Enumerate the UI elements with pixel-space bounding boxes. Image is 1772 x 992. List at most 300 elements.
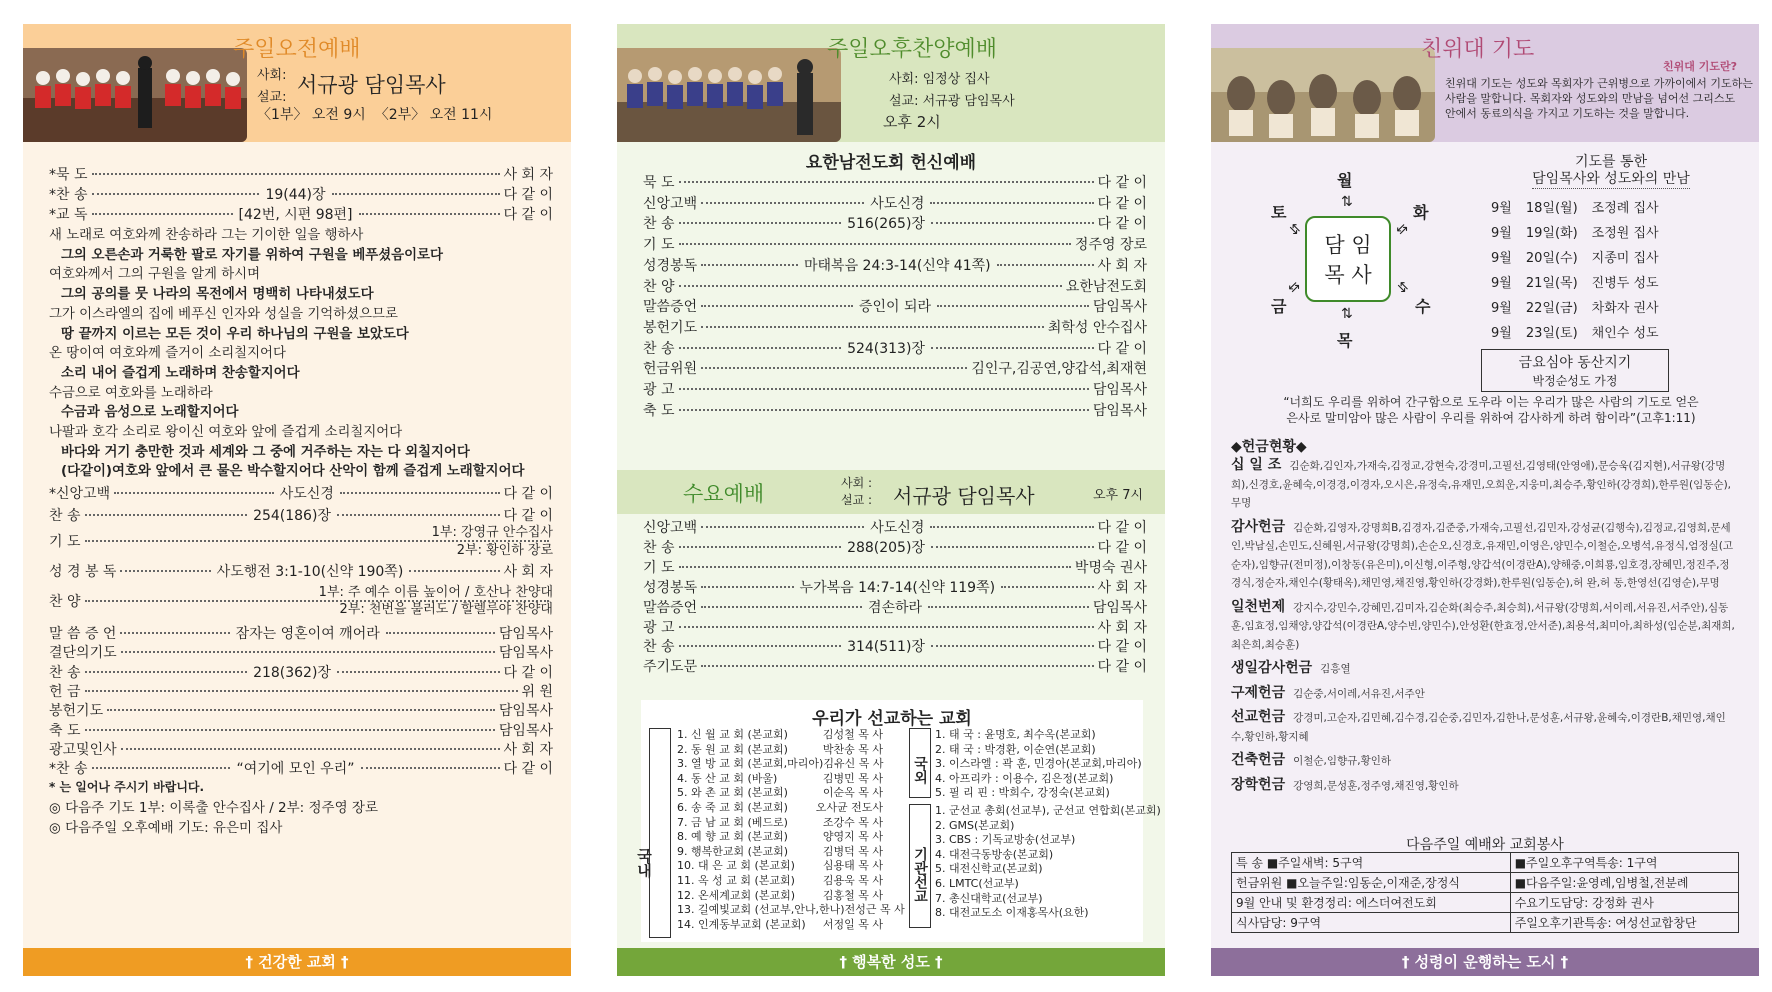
order-row: [49, 164, 553, 184]
mission-church: 11. 옥 성 교 회 (본교회): [677, 873, 795, 887]
schedule-row: [1485, 220, 1665, 243]
dot-leader: [679, 181, 1094, 183]
row-label: *묵 도: [49, 167, 88, 183]
day-bottom: 목: [1337, 331, 1353, 350]
dot-leader: [120, 632, 229, 634]
row-detail: 314(511)장: [847, 639, 925, 656]
schedule-cell: 9월: [1491, 276, 1512, 291]
text-line: 1부: 강영규 안수집사: [431, 525, 553, 541]
presider-label: 사회 :: [841, 476, 873, 490]
center-box: [1305, 216, 1391, 302]
row-label: 신앙고백: [643, 195, 698, 212]
dot-leader: [121, 651, 495, 653]
order-row: [643, 234, 1147, 254]
text-line: 나팔과 호각 소리로 왕이신 여호와 앞에 즐겁게 소리칠지어다: [49, 425, 403, 440]
schedule-title-line: 기도를 통한: [1574, 154, 1648, 170]
row-label: 봉헌기도: [49, 703, 104, 720]
mission-item: 2. GMS(본교회): [935, 818, 1015, 832]
mission-church: 1. 신 월 교 회 (본교회): [677, 728, 788, 741]
schedule-cell: 채인수 성도: [1591, 326, 1659, 341]
row-label: 찬 양: [643, 278, 675, 295]
order-row: [643, 296, 1147, 316]
row-leader: 다 같 이: [1097, 659, 1147, 676]
mission-title: 우리가 선교하는 교회: [812, 709, 972, 729]
pastor-name: 서규광 담임목사: [297, 73, 446, 97]
offering-list: [1231, 456, 1739, 800]
dot-leader: [92, 173, 500, 175]
duty-cell: 식사담당: 9구역: [1232, 913, 1511, 933]
service-time: 오후 2시: [883, 113, 941, 131]
foreign-label: 국외: [909, 728, 931, 798]
mission-item: [677, 786, 883, 801]
text-line: 그의 공의를 뭇 나라의 목전에서 명백히 나타내셨도다: [61, 287, 374, 303]
row-label: 성경봉독: [643, 579, 698, 596]
duty-row: [1232, 913, 1739, 933]
mission-church: 12. 온세계교회 (본교회): [677, 888, 796, 902]
offering-names: 김흥열: [1320, 663, 1351, 675]
order-row: [49, 204, 553, 224]
presider: 사회: 임정상 집사: [889, 72, 990, 87]
order-row: [49, 758, 553, 778]
day-bottom-right: 수: [1415, 297, 1431, 316]
wednesday-time: 오후 7시: [1093, 488, 1144, 503]
mission-pastor: 김용욱 목 사: [822, 873, 883, 887]
order-row: [49, 642, 553, 662]
row-detail: 사도신경: [870, 520, 925, 536]
dot-leader: [679, 388, 1089, 390]
offering-type: 일천번제: [1231, 598, 1286, 615]
mission-item: [677, 728, 883, 743]
domestic-list: [677, 728, 905, 932]
dot-leader: [679, 243, 1071, 245]
row-label: 헌 금: [49, 684, 81, 700]
verse-line: “너희도 우리를 위하여 간구함으로 도우라 이는 우리가 많은 사람의 기도로 얻은: [1283, 395, 1699, 409]
schedule-title-line: 담임목사와 성도와의 만남: [1532, 171, 1690, 187]
center-text: 목 사: [1324, 263, 1372, 287]
wednesday-title: 수요예배: [683, 482, 765, 506]
row-label: 헌금위원: [643, 361, 698, 378]
row-label: 찬 송: [49, 664, 81, 681]
offering-names: 강지수,강민수,강혜민,김미자,김순화(최승주,최승희),서규왕(강명희,서이레,서유진,서주안),심동훈,임효정,임채양,양갑석(이경란A,양수빈,양민수),안성환(한효정,안서준),최용석,최미아,최하성(임순분,최재희,최은희,최승훈): [1231, 601, 1735, 651]
order-row: [643, 338, 1147, 358]
order-row: [49, 681, 553, 701]
mission-item: [677, 918, 883, 933]
description: [1445, 76, 1753, 121]
choir-photo: [617, 48, 841, 142]
text-line: (다같이)여호와 앞에서 큰 물은 박수할지어다 산악이 함께 즐겁게 노래할지어다: [61, 464, 525, 480]
panel-footer: † 행복한 성도 †: [617, 948, 1165, 976]
mission-item: 7. 총신대학교(선교부): [935, 891, 1043, 905]
dot-leader: [701, 202, 864, 204]
dot-leader: [361, 767, 500, 769]
panel-footer: † 성령이 운행하는 도시 †: [1211, 948, 1759, 976]
mission-church: 5. 와 촌 교 회 (본교회): [677, 786, 788, 800]
offering-type: 생일감사헌금: [1231, 660, 1313, 676]
row-leader: 담임목사: [498, 626, 554, 643]
preacher-label: 설교:: [257, 90, 287, 105]
offering-type: 장학헌금: [1231, 776, 1286, 793]
order-row: [643, 617, 1147, 637]
row-label: 결단의기도: [49, 645, 117, 662]
offering-names: 김순화,김영자,강명희B,김경자,김준중,가재숙,고필선,김민자,강성균(김행숙),김정교,김영희,문세인,박남실,손민도,신혜원,서규왕(강명희),손순오,신경호,유재민,이영은,양민수,이철순,오병석,유정식,엄정실(고순자),임향규(전미정),이창동(유은미),이신형,이주형,양갑석(이경란A),양해중,이희룡,임호경,장혜민,정진주,정경식,정순자,채인수(황태옥),채민영,채진영,황인하(강경화),한루원(임동순),허 완,허 동,한영선(김영순),무명: [1231, 521, 1733, 589]
presider-label: 사회:: [257, 68, 287, 83]
row-detail: 증인이 되라: [858, 299, 932, 316]
row-detail: 사도신경: [870, 195, 925, 212]
row-detail: 마태복음 24:3-14(신약 41쪽): [804, 257, 991, 274]
day-top: 월: [1337, 171, 1353, 190]
page-title: 주일오후찬양예배: [827, 37, 998, 62]
schedule-cell: 19일(화): [1525, 226, 1578, 241]
row-label: 주기도문: [643, 659, 698, 676]
schedule-cell: 조정례 집사: [1591, 201, 1659, 216]
row-leader: 다 같 이: [1097, 539, 1148, 556]
mission-church: 3. 열 방 교 회 (본교회,마리아): [677, 757, 824, 771]
mission-item: 8. 대전교도소 이재홍목사(요한): [935, 906, 1089, 920]
next-week-title: 다음주일 예배와 교회봉사: [1406, 837, 1564, 853]
dot-leader: [85, 729, 495, 731]
day-bottom-left: 금: [1271, 297, 1287, 316]
row-label: 신앙고백: [643, 520, 698, 536]
mission-item: 6. LMTC(선교부): [935, 876, 1019, 890]
mission-church: 13. 길예빛교회 (선교부,안나,한나): [677, 903, 845, 917]
order-row: [49, 184, 553, 204]
friday-box-host: 박정순성도 가정: [1532, 374, 1618, 388]
row-label: *찬 송: [49, 187, 88, 203]
order-row: [49, 739, 553, 759]
row-label: 봉헌기도: [643, 319, 698, 336]
row-leader: 사 회 자: [1097, 579, 1147, 596]
mission-church: 2. 동 원 교 회 (본교회): [677, 742, 788, 756]
schedule-cell: 지종미 집사: [1591, 251, 1659, 266]
dot-leader: [679, 546, 842, 548]
mission-pastor: 서정일 목 사: [822, 917, 883, 931]
dot-leader: [340, 492, 500, 494]
schedule-row: [1485, 195, 1665, 218]
row-leader: 다 같 이: [503, 664, 554, 681]
panel-footer: † 건강한 교회 †: [23, 948, 571, 976]
text-line: 그의 오른손과 거룩한 팔로 자기를 위하여 구원을 베푸셨음이로다: [61, 247, 443, 263]
panel-header: [1211, 24, 1759, 142]
mission-item: [677, 874, 883, 889]
afternoon-service-panel: [617, 24, 1165, 976]
offering-type: 십 일 조: [1231, 457, 1282, 473]
offering-entry: [1231, 776, 1739, 795]
row-label: 찬 양: [49, 594, 81, 611]
duty-row: [1232, 853, 1739, 873]
offering-type: 건축헌금: [1231, 752, 1286, 768]
row-label: 기 도: [49, 534, 81, 551]
row-leader: 위 원: [521, 684, 553, 700]
dot-leader: [337, 514, 500, 516]
dot-leader: [701, 326, 1044, 328]
offering-title: ◆헌금현황◆: [1231, 439, 1307, 455]
arrow-icon: ⇆: [1393, 220, 1412, 239]
row-leader: 담임목사: [1092, 382, 1147, 398]
text-line: ◎ 다음주 기도 1부: 이록출 안수집사 / 2부: 정주영 장로: [49, 799, 379, 816]
row-leader: 다 같 이: [1097, 520, 1148, 536]
row-detail: “여기에 모인 우리”: [236, 761, 355, 778]
dot-leader: [679, 285, 1062, 287]
row-leader: 정주영 장로: [1074, 237, 1147, 254]
text-line: 여호와께서 그의 구원을 알게 하시며: [49, 267, 261, 283]
mission-pastor: 김유신 목 사: [823, 757, 884, 771]
mission-church: 6. 송 죽 교 회 (본교회): [677, 800, 788, 814]
offering-type: 구제헌금: [1231, 684, 1286, 701]
mission-item: [677, 859, 883, 874]
row-leader: 담임목사: [1092, 299, 1148, 316]
offering-entry: [1231, 598, 1739, 654]
dot-leader: [679, 626, 1094, 628]
dot-leader: [359, 213, 500, 215]
text-line: * 는 일어나 주시기 바랍니다.: [49, 779, 205, 794]
mission-item: 4. 아프리카 : 이용수, 김은정(본교회): [935, 771, 1114, 785]
arrow-icon: ⇅: [1341, 194, 1353, 210]
schedule-cell: 22일(금): [1525, 301, 1578, 316]
schedule-row: [1485, 270, 1665, 293]
sub-title: 요한남전도회 헌신예배: [805, 153, 977, 173]
row-leader: 김인구,김공연,양갑석,최재현: [971, 361, 1147, 378]
text-line: 바다와 거기 충만한 것과 세계와 그 중에 거주하는 자는 다 외칠지어다: [61, 444, 470, 460]
row-label: 성 경 봉 독: [49, 564, 117, 581]
order-row: [643, 317, 1147, 337]
order-row: [643, 636, 1147, 656]
row-label: 말 씀 증 언: [49, 626, 117, 643]
duty-row: [1232, 873, 1739, 893]
row-leader: 사 회 자: [1097, 619, 1147, 636]
dot-leader: [930, 526, 1093, 528]
mission-church: 8. 예 향 교 회 (본교회): [677, 830, 788, 844]
description-line: 사람을 말합니다. 목회자와 성도와의 만남을 넘어선 그리스도: [1445, 92, 1736, 105]
description-line: 친위대 기도는 성도와 목회자가 근위병으로 가까이에서 기도하는: [1445, 77, 1753, 90]
dot-leader: [120, 570, 210, 572]
text-line: 그가 이스라엘의 집에 베푸신 인자와 성실을 기억하셨으므로: [49, 306, 398, 322]
friday-box-title: 금요심야 동산지기: [1518, 355, 1632, 371]
dot-leader: [332, 193, 500, 195]
text-line: 땅 끝까지 이르는 모든 것이 우리 하나님의 구원을 보았도다: [61, 326, 409, 342]
dot-leader: [931, 645, 1094, 647]
preacher-label: 설교 :: [841, 493, 873, 507]
dot-leader: [679, 222, 842, 224]
offering-type: 감사헌금: [1231, 518, 1286, 535]
order-row: [643, 379, 1147, 399]
text-line: 2부: 황인하 장로: [456, 543, 553, 559]
text-line: 1부: 주 예수 이름 높이어 / 호산나 찬양대: [318, 585, 553, 601]
schedule-cell: 9월: [1491, 201, 1512, 216]
schedule-row: [1485, 295, 1665, 318]
row-detail: 516(265)장: [847, 216, 925, 233]
row-label: 기 도: [643, 237, 675, 254]
text-line: 새 노래로 여호와께 찬송하라 그는 기이한 일을 행하사: [49, 228, 364, 243]
text-line: 소리 내어 즐겁게 노래하며 찬송할지어다: [61, 365, 300, 381]
order-row: [49, 662, 553, 682]
choir-photo: [23, 48, 247, 142]
order-row: [643, 255, 1147, 275]
schedule-cell: 조정원 집사: [1591, 226, 1659, 241]
mission-pastor: 조강수 목 사: [822, 815, 883, 829]
mission-item: 3. 이스라엘 : 곽 훈, 민경아(본교회,마리아): [935, 757, 1142, 771]
order-row: [643, 400, 1147, 420]
row-detail: 겸손하라: [867, 599, 923, 616]
order-row: [643, 557, 1147, 577]
offering-entry: [1231, 684, 1739, 703]
mission-church: 4. 동 산 교 회 (바울): [677, 771, 778, 785]
verse-line: 은사로 말미암아 많은 사람이 우리를 위하여 감사하게 하려 함이라”(고후1:11): [1286, 411, 1696, 425]
offering-names: 김순화,김인자,가재숙,김정교,강현숙,강경미,고필선,김영태(안영애),문승욱(김지현),서규왕(강명희),신경호,윤혜숙,이경경,이경자,오시은,유정숙,유재민,오희운,지웅미,최승주,황인하(강경희),한루원(임동순),무명: [1231, 460, 1732, 509]
mission-pastor: 오사균 전도사: [815, 800, 883, 814]
duty-cell: ■주일오후구역특송: 1구역: [1510, 853, 1738, 873]
friday-box: [1481, 349, 1669, 392]
row-label: *찬 송: [49, 761, 88, 778]
prayer-photo: [1211, 48, 1435, 142]
offering-names: 이철순,임향규,황인하: [1293, 755, 1392, 767]
org-list: [935, 804, 1161, 921]
order-row: [643, 172, 1147, 192]
mission-pastor: 심용태 목 사: [822, 859, 883, 873]
meeting-schedule: [1481, 154, 1741, 392]
dot-leader: [931, 546, 1094, 548]
service-duties-table: [1231, 852, 1739, 933]
dot-leader: [409, 570, 499, 572]
row-leader: 박명숙 권사: [1074, 559, 1147, 576]
row-leader: 요한남전도회: [1065, 278, 1147, 295]
offering-type: 선교헌금: [1231, 709, 1286, 725]
dot-leader: [937, 305, 1089, 307]
duty-row: [1232, 893, 1739, 913]
row-label: 묵 도: [643, 175, 675, 191]
row-detail: 사도행전 3:1-10(신약 190쪽): [216, 564, 404, 581]
mission-item: [677, 903, 905, 918]
morning-service-panel: [23, 24, 571, 976]
mission-pastor: 전성근 목 사: [844, 903, 905, 917]
row-leader: 담임목사: [498, 645, 553, 662]
schedule-cell: 9월: [1491, 251, 1512, 266]
offering-entry: [1231, 456, 1739, 512]
mission-church: 14. 인계동부교회 (본교회): [677, 917, 806, 931]
text-line: 온 땅이여 여호와께 즐거이 소리칠지어다: [49, 346, 286, 362]
row-detail: 524(313)장: [847, 340, 925, 357]
row-leader: 다 같 이: [1097, 175, 1147, 191]
prayer-wheel: [1227, 144, 1477, 374]
center-text: 담 임: [1324, 233, 1372, 257]
dot-leader: [679, 409, 1089, 411]
dot-leader: [337, 671, 500, 673]
domestic-label: 국내: [649, 728, 671, 938]
duty-cell: 특 송 ■주일새벽: 5구역: [1232, 853, 1511, 873]
row-label: 찬 송: [643, 539, 675, 556]
row-label: 찬 송: [643, 639, 675, 656]
dot-leader: [85, 514, 248, 516]
order-row: [49, 700, 553, 720]
mission-pastor: 김병민 목 사: [822, 771, 883, 785]
offering-entry: [1231, 751, 1739, 770]
row-leader: 최학성 안수집사: [1047, 319, 1147, 336]
mission-item: [677, 801, 883, 816]
dot-leader: [679, 347, 842, 349]
row-leader: 다 같 이: [503, 761, 553, 778]
mission-item: 2. 태 국 : 박경환, 이순연(본교회): [935, 742, 1096, 756]
row-label: *교 독: [49, 207, 88, 223]
row-label: 말씀증언: [643, 299, 698, 316]
dot-leader: [1001, 586, 1093, 588]
row-leader: 담임목사: [1092, 599, 1148, 616]
mission-item: 5. 필 리 핀 : 박희수, 강정숙(본교회): [935, 786, 1110, 800]
row-label: 말씀증언: [643, 599, 698, 616]
row-label: *신앙고백: [49, 486, 111, 503]
prayer-panel: [1211, 24, 1759, 976]
dot-leader: [701, 665, 1093, 667]
row-leader: 다 같 이: [1097, 216, 1148, 233]
mission-item: 5. 대전신학교(본교회): [935, 862, 1043, 876]
dot-leader: [386, 632, 495, 634]
dot-leader: [85, 690, 518, 692]
row-label: 기 도: [643, 559, 675, 576]
mission-item: [677, 743, 883, 758]
row-detail: 19(44)장: [265, 187, 326, 203]
row-leader: 담임목사: [1092, 402, 1147, 419]
row-leader: 다 같 이: [503, 486, 554, 503]
description-line: 안에서 동료의식을 가지고 기도하는 것을 말합니다.: [1445, 107, 1690, 120]
row-detail: 254(186)장: [253, 508, 331, 525]
schedule-cell: 18일(월): [1525, 201, 1578, 216]
order-row: [49, 720, 553, 740]
dot-leader: [928, 606, 1089, 608]
order-row: [643, 537, 1147, 557]
row-leader: 담임목사: [498, 722, 553, 739]
duty-cell: 주일오후기관특송: 여성선교합창단: [1510, 913, 1738, 933]
arrow-icon: ⇆: [1285, 278, 1304, 297]
mission-item: [677, 816, 883, 831]
text-line: 2부: 천번을 불러도 / 할렐루야 찬양대: [339, 602, 553, 618]
service-times: 〈1부〉 오전 9시 〈2부〉 오전 11시: [257, 107, 493, 123]
duty-cell: 헌금위원 ■오늘주일:임동순,이재준,장정식: [1232, 873, 1511, 893]
dot-leader: [701, 367, 967, 369]
order-row: [643, 213, 1147, 233]
row-label: 성경봉독: [643, 257, 698, 274]
panel-header: [617, 24, 1165, 142]
page-title: 주일오전예배: [233, 37, 361, 62]
dot-leader: [679, 645, 842, 647]
mission-church: 10. 대 은 교 회 (본교회): [677, 859, 795, 873]
row-label: 광 고: [643, 619, 675, 636]
dot-leader: [85, 671, 248, 673]
page-title: 친위대 기도: [1421, 37, 1535, 62]
dot-leader: [114, 492, 274, 494]
row-leader: 다 같 이: [1097, 195, 1148, 212]
row-leader: 사 회 자: [1097, 257, 1147, 274]
arrow-icon: ⇅: [1341, 306, 1353, 322]
schedule-cell: 20일(수): [1525, 251, 1578, 266]
foreign-list: [935, 728, 1141, 801]
dot-leader: [679, 566, 1071, 568]
mission-church: 7. 금 남 교 회 (베드로): [677, 815, 788, 829]
order-row: [643, 517, 1147, 537]
text-line: ◎ 다음주일 오후예배 기도: 유은미 집사: [49, 819, 283, 836]
offering-entry: [1231, 659, 1739, 678]
dot-leader: [92, 767, 231, 769]
mission-item: 3. CBS : 기독교방송(선교부): [935, 833, 1076, 847]
day-left: 토: [1271, 203, 1287, 222]
mission-item: [677, 772, 883, 787]
row-leader: 다 같 이: [503, 207, 554, 223]
preacher: 설교: 서규광 담임목사: [889, 94, 1015, 109]
offering-names: 김순중,서이레,서유진,서주안: [1293, 687, 1425, 700]
schedule-table: [1483, 193, 1667, 345]
row-detail: [42번, 시편 98편]: [238, 207, 353, 223]
order-row: [643, 656, 1147, 676]
order-row: [643, 193, 1147, 213]
mission-pastor: 양영지 목 사: [822, 830, 883, 844]
dot-leader: [701, 586, 793, 588]
